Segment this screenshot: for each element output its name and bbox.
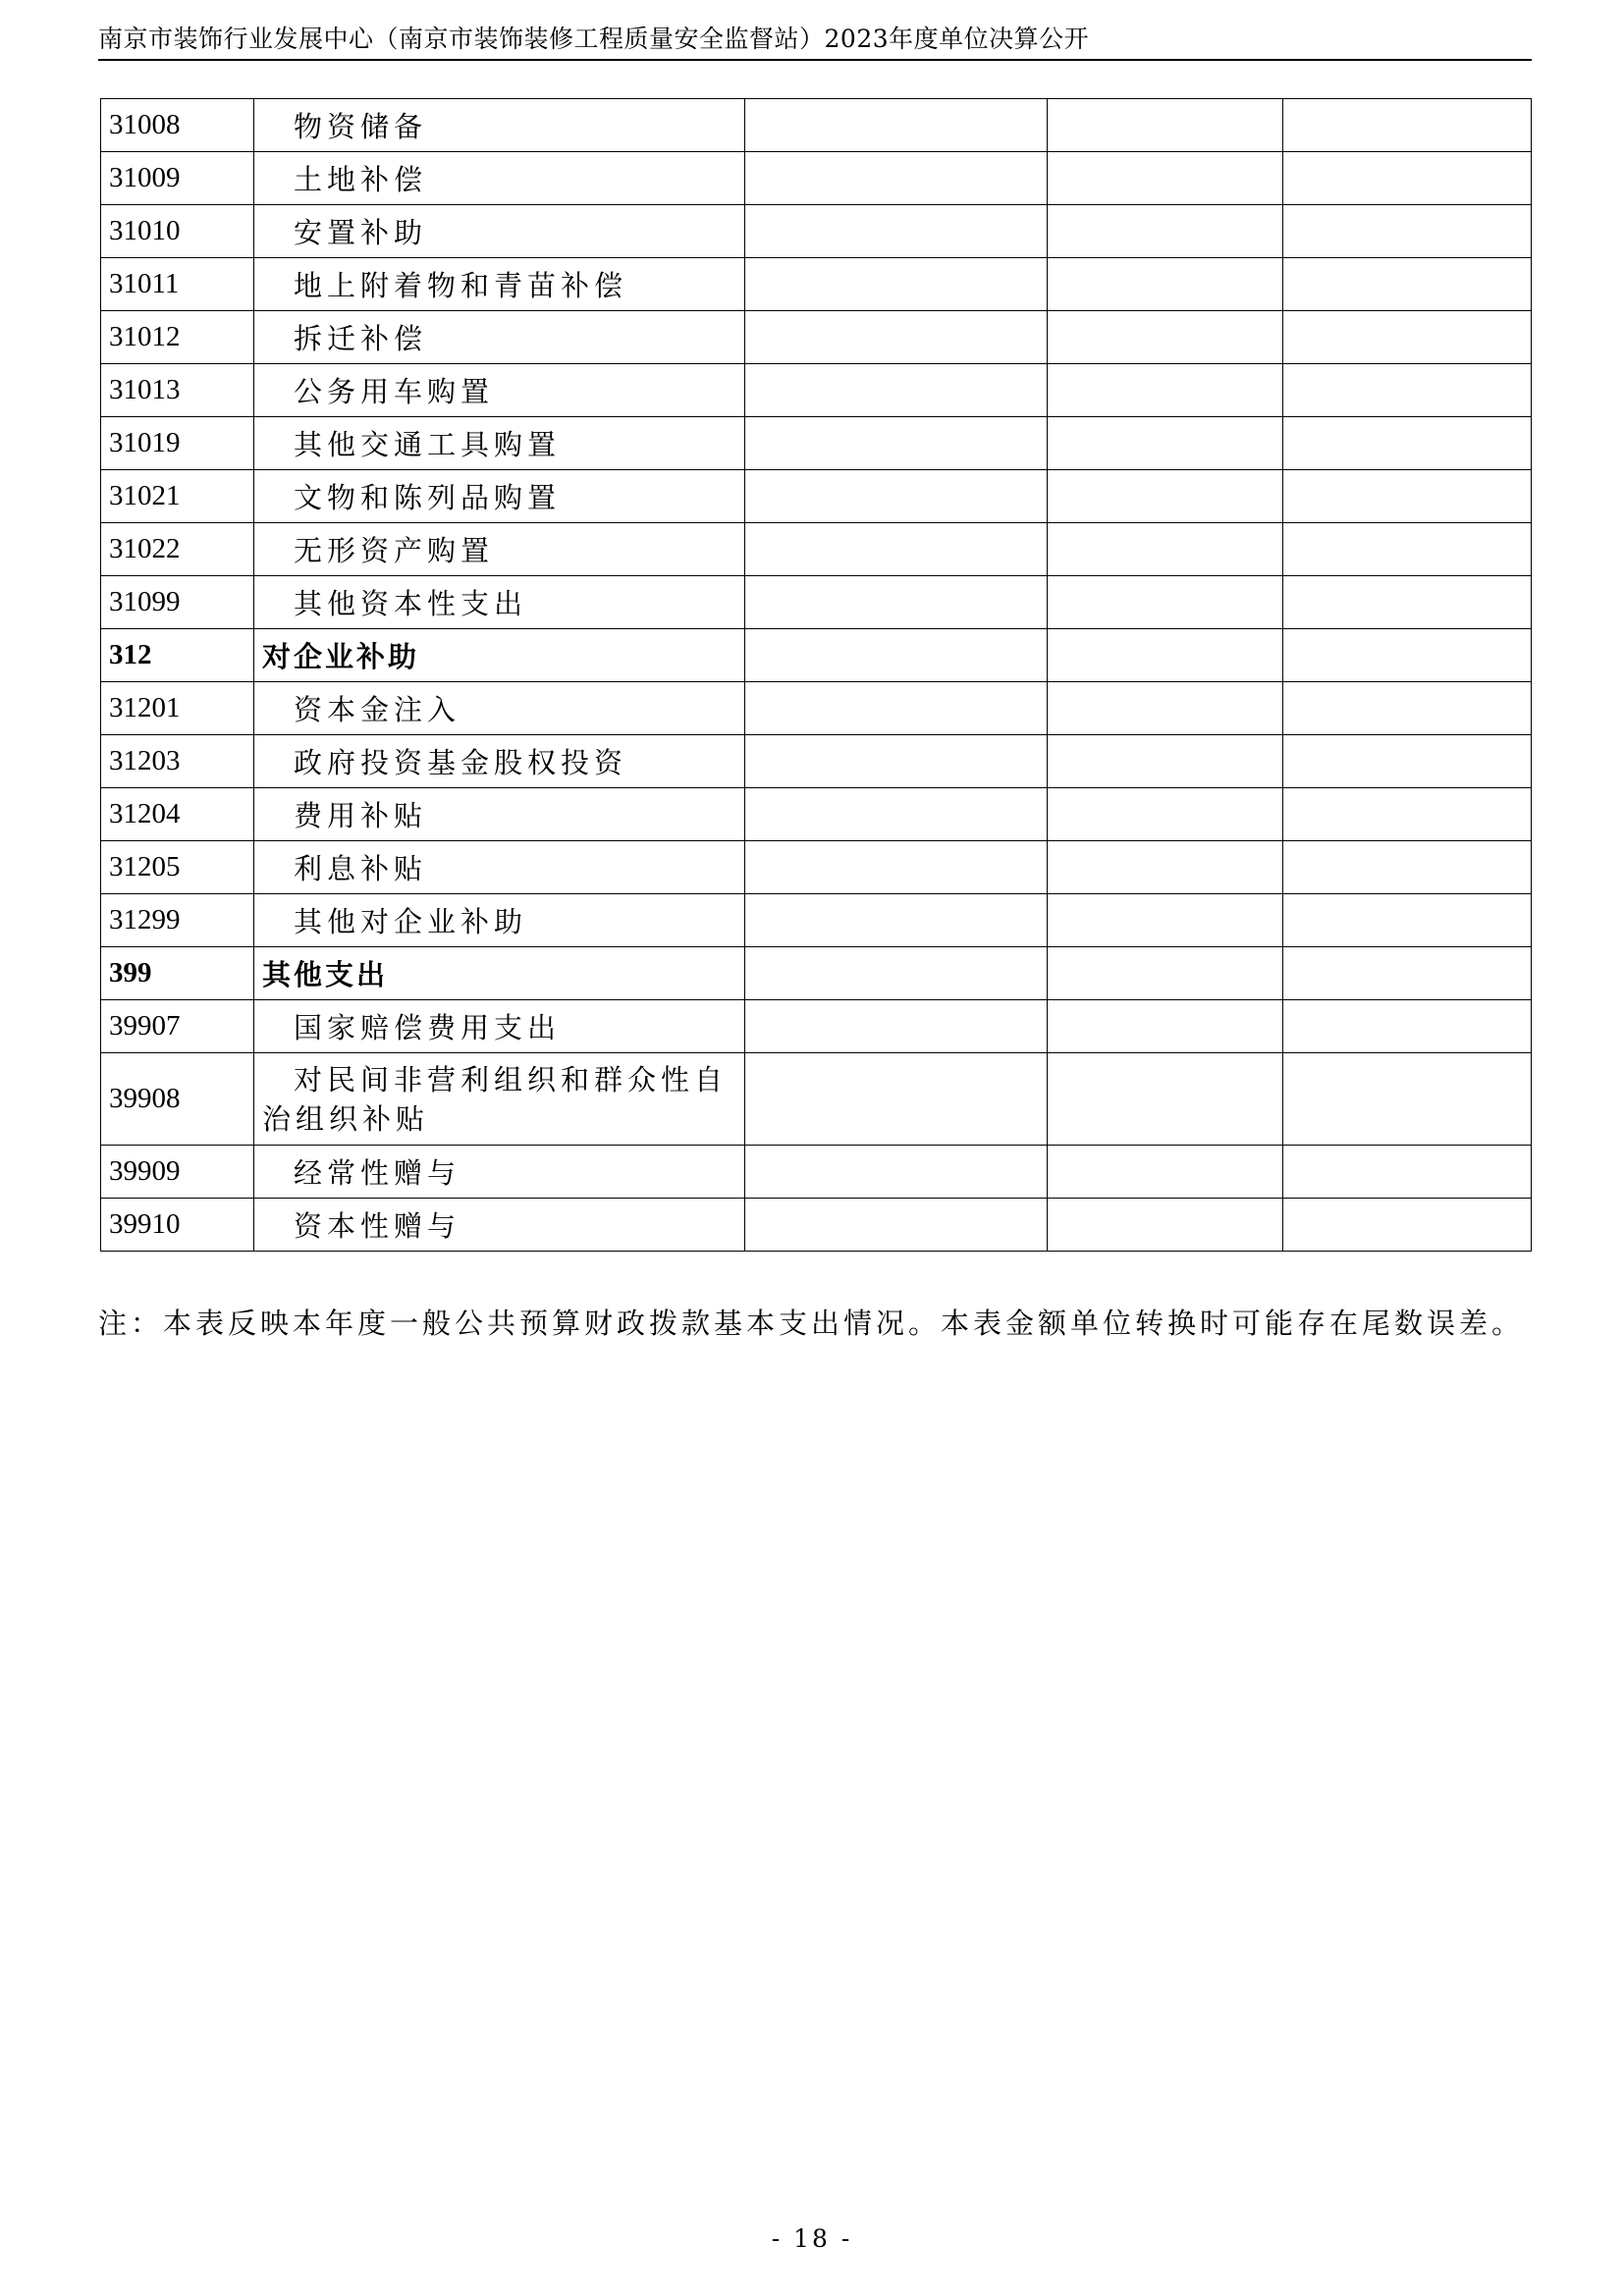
row-code: 31201	[101, 682, 254, 735]
row-code: 39908	[101, 1053, 254, 1146]
row-value-cell	[745, 258, 1048, 311]
row-value-cell	[1283, 735, 1532, 788]
table-row	[101, 99, 1532, 152]
table-row	[101, 311, 1532, 364]
row-value-cell	[745, 99, 1048, 152]
row-value-cell	[1048, 99, 1283, 152]
table-row	[101, 258, 1532, 311]
row-name: 安置补助	[254, 205, 745, 258]
row-name: 国家赔偿费用支出	[254, 1000, 745, 1053]
row-name: 其他交通工具购置	[254, 417, 745, 470]
table-row	[101, 788, 1532, 841]
table-row	[101, 576, 1532, 629]
row-code: 31022	[101, 523, 254, 576]
row-value-cell	[745, 152, 1048, 205]
row-value-cell	[745, 576, 1048, 629]
row-code: 31013	[101, 364, 254, 417]
row-value-cell	[745, 894, 1048, 947]
row-value-cell	[1283, 629, 1532, 682]
row-code: 39910	[101, 1199, 254, 1252]
row-value-cell	[1283, 841, 1532, 894]
row-value-cell	[745, 205, 1048, 258]
row-value-cell	[1283, 1053, 1532, 1146]
row-value-cell	[745, 417, 1048, 470]
row-name: 对企业补助	[254, 629, 745, 682]
table-row	[101, 205, 1532, 258]
row-value-cell	[745, 311, 1048, 364]
row-code: 31203	[101, 735, 254, 788]
row-value-cell	[1048, 364, 1283, 417]
row-code: 31012	[101, 311, 254, 364]
row-value-cell	[745, 523, 1048, 576]
table-row	[101, 735, 1532, 788]
table-row	[101, 470, 1532, 523]
row-code: 31010	[101, 205, 254, 258]
row-value-cell	[1283, 1199, 1532, 1252]
row-value-cell	[1048, 205, 1283, 258]
row-name: 政府投资基金股权投资	[254, 735, 745, 788]
table-row	[101, 152, 1532, 205]
row-value-cell	[1283, 152, 1532, 205]
table-row	[101, 417, 1532, 470]
document-header: 南京市装饰行业发展中心（南京市装饰装修工程质量安全监督站）2023年度单位决算公开	[98, 25, 1090, 53]
row-value-cell	[1048, 894, 1283, 947]
table-note: 注：本表反映本年度一般公共预算财政拨款基本支出情况。本表金额单位转换时可能存在尾数误差。	[98, 1307, 1525, 1340]
row-value-cell	[745, 629, 1048, 682]
row-value-cell	[1283, 1000, 1532, 1053]
row-code: 39909	[101, 1146, 254, 1199]
row-value-cell	[1048, 470, 1283, 523]
table-row	[101, 1199, 1532, 1252]
row-value-cell	[1048, 682, 1283, 735]
row-value-cell	[1048, 629, 1283, 682]
row-value-cell	[745, 788, 1048, 841]
row-value-cell	[1283, 205, 1532, 258]
row-name: 其他对企业补助	[254, 894, 745, 947]
row-value-cell	[745, 735, 1048, 788]
row-name: 其他支出	[254, 947, 745, 1000]
row-value-cell	[1283, 470, 1532, 523]
row-code: 31204	[101, 788, 254, 841]
row-name: 对民间非营利组织和群众性自治组织补贴	[254, 1053, 745, 1146]
row-value-cell	[1283, 682, 1532, 735]
row-value-cell	[745, 1053, 1048, 1146]
header-divider	[98, 59, 1532, 61]
table-row	[101, 523, 1532, 576]
table-row	[101, 364, 1532, 417]
row-name: 费用补贴	[254, 788, 745, 841]
row-value-cell	[1048, 258, 1283, 311]
row-name: 拆迁补偿	[254, 311, 745, 364]
page-number: - 18 -	[771, 2224, 853, 2253]
row-value-cell	[1048, 523, 1283, 576]
row-value-cell	[1048, 841, 1283, 894]
row-code: 312	[101, 629, 254, 682]
row-value-cell	[745, 1146, 1048, 1199]
table-body	[101, 99, 1532, 1252]
row-value-cell	[1048, 1199, 1283, 1252]
table-row	[101, 1146, 1532, 1199]
category-row	[101, 947, 1532, 1000]
row-value-cell	[1283, 788, 1532, 841]
row-value-cell	[745, 841, 1048, 894]
row-name: 土地补偿	[254, 152, 745, 205]
row-value-cell	[1048, 311, 1283, 364]
row-code: 31099	[101, 576, 254, 629]
row-value-cell	[745, 470, 1048, 523]
row-value-cell	[745, 682, 1048, 735]
row-value-cell	[1283, 523, 1532, 576]
row-code: 31011	[101, 258, 254, 311]
table-row	[101, 1053, 1532, 1146]
table-row	[101, 841, 1532, 894]
row-value-cell	[745, 364, 1048, 417]
row-value-cell	[745, 947, 1048, 1000]
row-name: 无形资产购置	[254, 523, 745, 576]
row-code: 31008	[101, 99, 254, 152]
row-code: 31299	[101, 894, 254, 947]
row-name: 地上附着物和青苗补偿	[254, 258, 745, 311]
row-code: 31009	[101, 152, 254, 205]
category-row	[101, 629, 1532, 682]
row-value-cell	[1048, 788, 1283, 841]
row-code: 31205	[101, 841, 254, 894]
table-row	[101, 682, 1532, 735]
row-value-cell	[1283, 1146, 1532, 1199]
expenditure-table	[100, 98, 1532, 1252]
row-code: 31021	[101, 470, 254, 523]
row-value-cell	[1283, 258, 1532, 311]
row-value-cell	[1048, 1053, 1283, 1146]
row-value-cell	[1283, 99, 1532, 152]
row-value-cell	[745, 1000, 1048, 1053]
table-row	[101, 894, 1532, 947]
row-name: 经常性赠与	[254, 1146, 745, 1199]
row-name: 公务用车购置	[254, 364, 745, 417]
row-name: 文物和陈列品购置	[254, 470, 745, 523]
row-name: 资本金注入	[254, 682, 745, 735]
row-value-cell	[1283, 576, 1532, 629]
row-value-cell	[1283, 311, 1532, 364]
row-name: 资本性赠与	[254, 1199, 745, 1252]
row-value-cell	[1048, 1000, 1283, 1053]
row-name: 其他资本性支出	[254, 576, 745, 629]
row-value-cell	[1048, 576, 1283, 629]
table-row	[101, 1000, 1532, 1053]
row-value-cell	[1048, 1146, 1283, 1199]
row-name: 利息补贴	[254, 841, 745, 894]
row-code: 39907	[101, 1000, 254, 1053]
row-value-cell	[745, 1199, 1048, 1252]
row-code: 399	[101, 947, 254, 1000]
row-code: 31019	[101, 417, 254, 470]
row-value-cell	[1283, 894, 1532, 947]
row-value-cell	[1048, 735, 1283, 788]
row-value-cell	[1283, 364, 1532, 417]
row-value-cell	[1048, 947, 1283, 1000]
row-name: 物资储备	[254, 99, 745, 152]
row-value-cell	[1048, 152, 1283, 205]
row-value-cell	[1283, 417, 1532, 470]
row-value-cell	[1283, 947, 1532, 1000]
row-value-cell	[1048, 417, 1283, 470]
